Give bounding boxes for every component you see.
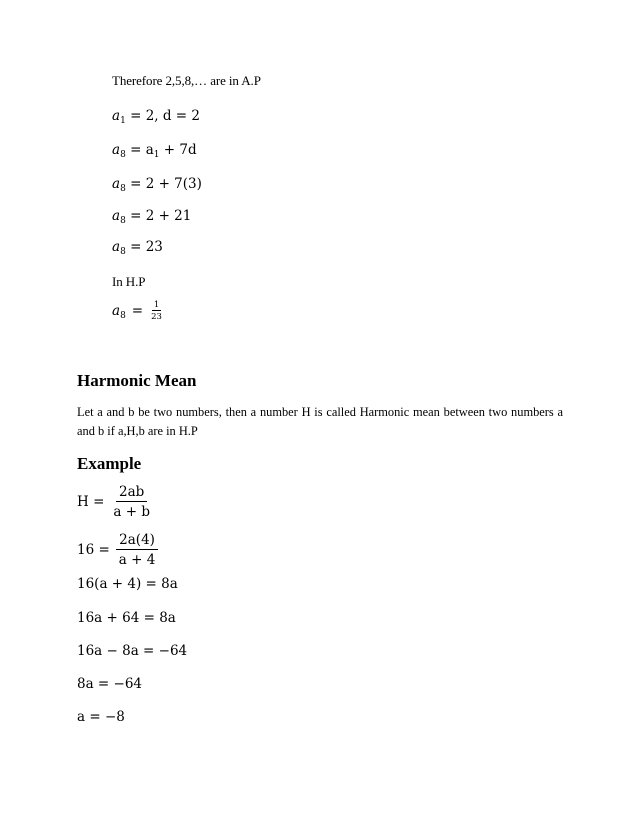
section-heading: Harmonic Mean <box>77 371 197 390</box>
definition-paragraph: Let a and b be two numbers, then a number H is called Harmonic mean between two numbers a and b if a,H,b are in H.P <box>77 405 563 438</box>
hp-label: In H.P <box>112 274 146 289</box>
intro-text: Therefore 2,5,8,… are in A.P <box>112 73 261 88</box>
fraction: $\frac{2ab}{a + b}$ <box>113 484 150 520</box>
fraction: $\frac{1}{23}$ <box>151 300 162 322</box>
example-heading: Example <box>77 454 142 473</box>
hp-result: $a_8$ = $\frac{1}{23}$ <box>112 300 162 322</box>
fraction: $\frac{2a(4)}{a + 4}$ <box>116 532 159 568</box>
example-step: 16(a + 4) = 8a <box>77 576 178 592</box>
ap-step: $a_1 = 2$, d = 2 <box>112 108 200 126</box>
example-step: 16a − 8a = −64 <box>77 643 188 659</box>
substitution: 16 = $\frac{2a(4)}{a + 4}$ <box>77 532 158 568</box>
example-step: 16a + 64 = 8a <box>77 610 176 626</box>
formula: H = $\frac{2ab}{a + b}$ <box>77 484 153 520</box>
ap-step: $a_8 = 2 + 7(3)$ <box>112 176 202 194</box>
ap-step: $a_8 = 2 + 21$ <box>112 208 192 226</box>
example-step: 8a = −64 <box>77 676 143 692</box>
ap-step: $a_8 = a_1 + 7d$ <box>112 142 197 160</box>
example-step: a = −8 <box>77 709 125 725</box>
ap-step: $a_8 = 23$ <box>112 239 163 257</box>
